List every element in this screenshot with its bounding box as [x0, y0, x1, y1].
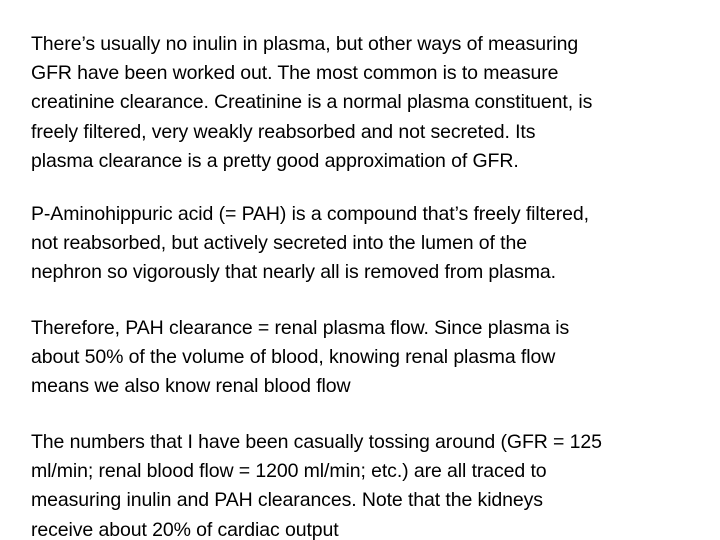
paragraph-line: GFR have been worked out. The most common is to measure — [31, 62, 559, 85]
paragraph-renal-plasma-flow — [31, 314, 701, 402]
paragraph-line: measuring inulin and PAH clearances. Note that the kidneys — [31, 489, 543, 512]
paragraph-line: Therefore, PAH clearance = renal plasma flow. Since plasma is — [31, 317, 570, 339]
paragraph-line: nephron so vigorously that nearly all is removed from plasma. — [31, 261, 556, 284]
paragraph-line: means we also know renal blood flow — [31, 375, 351, 398]
paragraph-line: P-Aminohippuric acid (= PAH) is a compound that’s freely filtered, — [31, 203, 589, 225]
paragraph-line: ml/min; renal blood flow = 1200 ml/min; etc.) are all traced to — [31, 460, 547, 483]
paragraph-line: There’s usually no inulin in plasma, but other ways of measuring — [31, 33, 579, 55]
paragraph-line: not reabsorbed, but actively secreted into the lumen of the — [31, 232, 527, 255]
paragraph-line: creatinine clearance. Creatinine is a normal plasma constituent, is — [31, 91, 593, 114]
paragraph-line: plasma clearance is a pretty good approximation of GFR. — [31, 149, 519, 172]
paragraph-line: about 50% of the volume of blood, knowing renal plasma flow — [31, 346, 556, 369]
paragraph-clearance-numbers — [31, 428, 701, 540]
paragraph-pah — [31, 200, 701, 288]
paragraph-line: The numbers that I have been casually tossing around (GFR = 125 — [31, 431, 602, 453]
paragraph-creatinine-clearance — [31, 30, 701, 176]
paragraph-line: freely filtered, very weakly reabsorbed and not secreted. Its — [31, 120, 536, 143]
paragraph-line: receive about 20% of cardiac output — [31, 518, 339, 540]
